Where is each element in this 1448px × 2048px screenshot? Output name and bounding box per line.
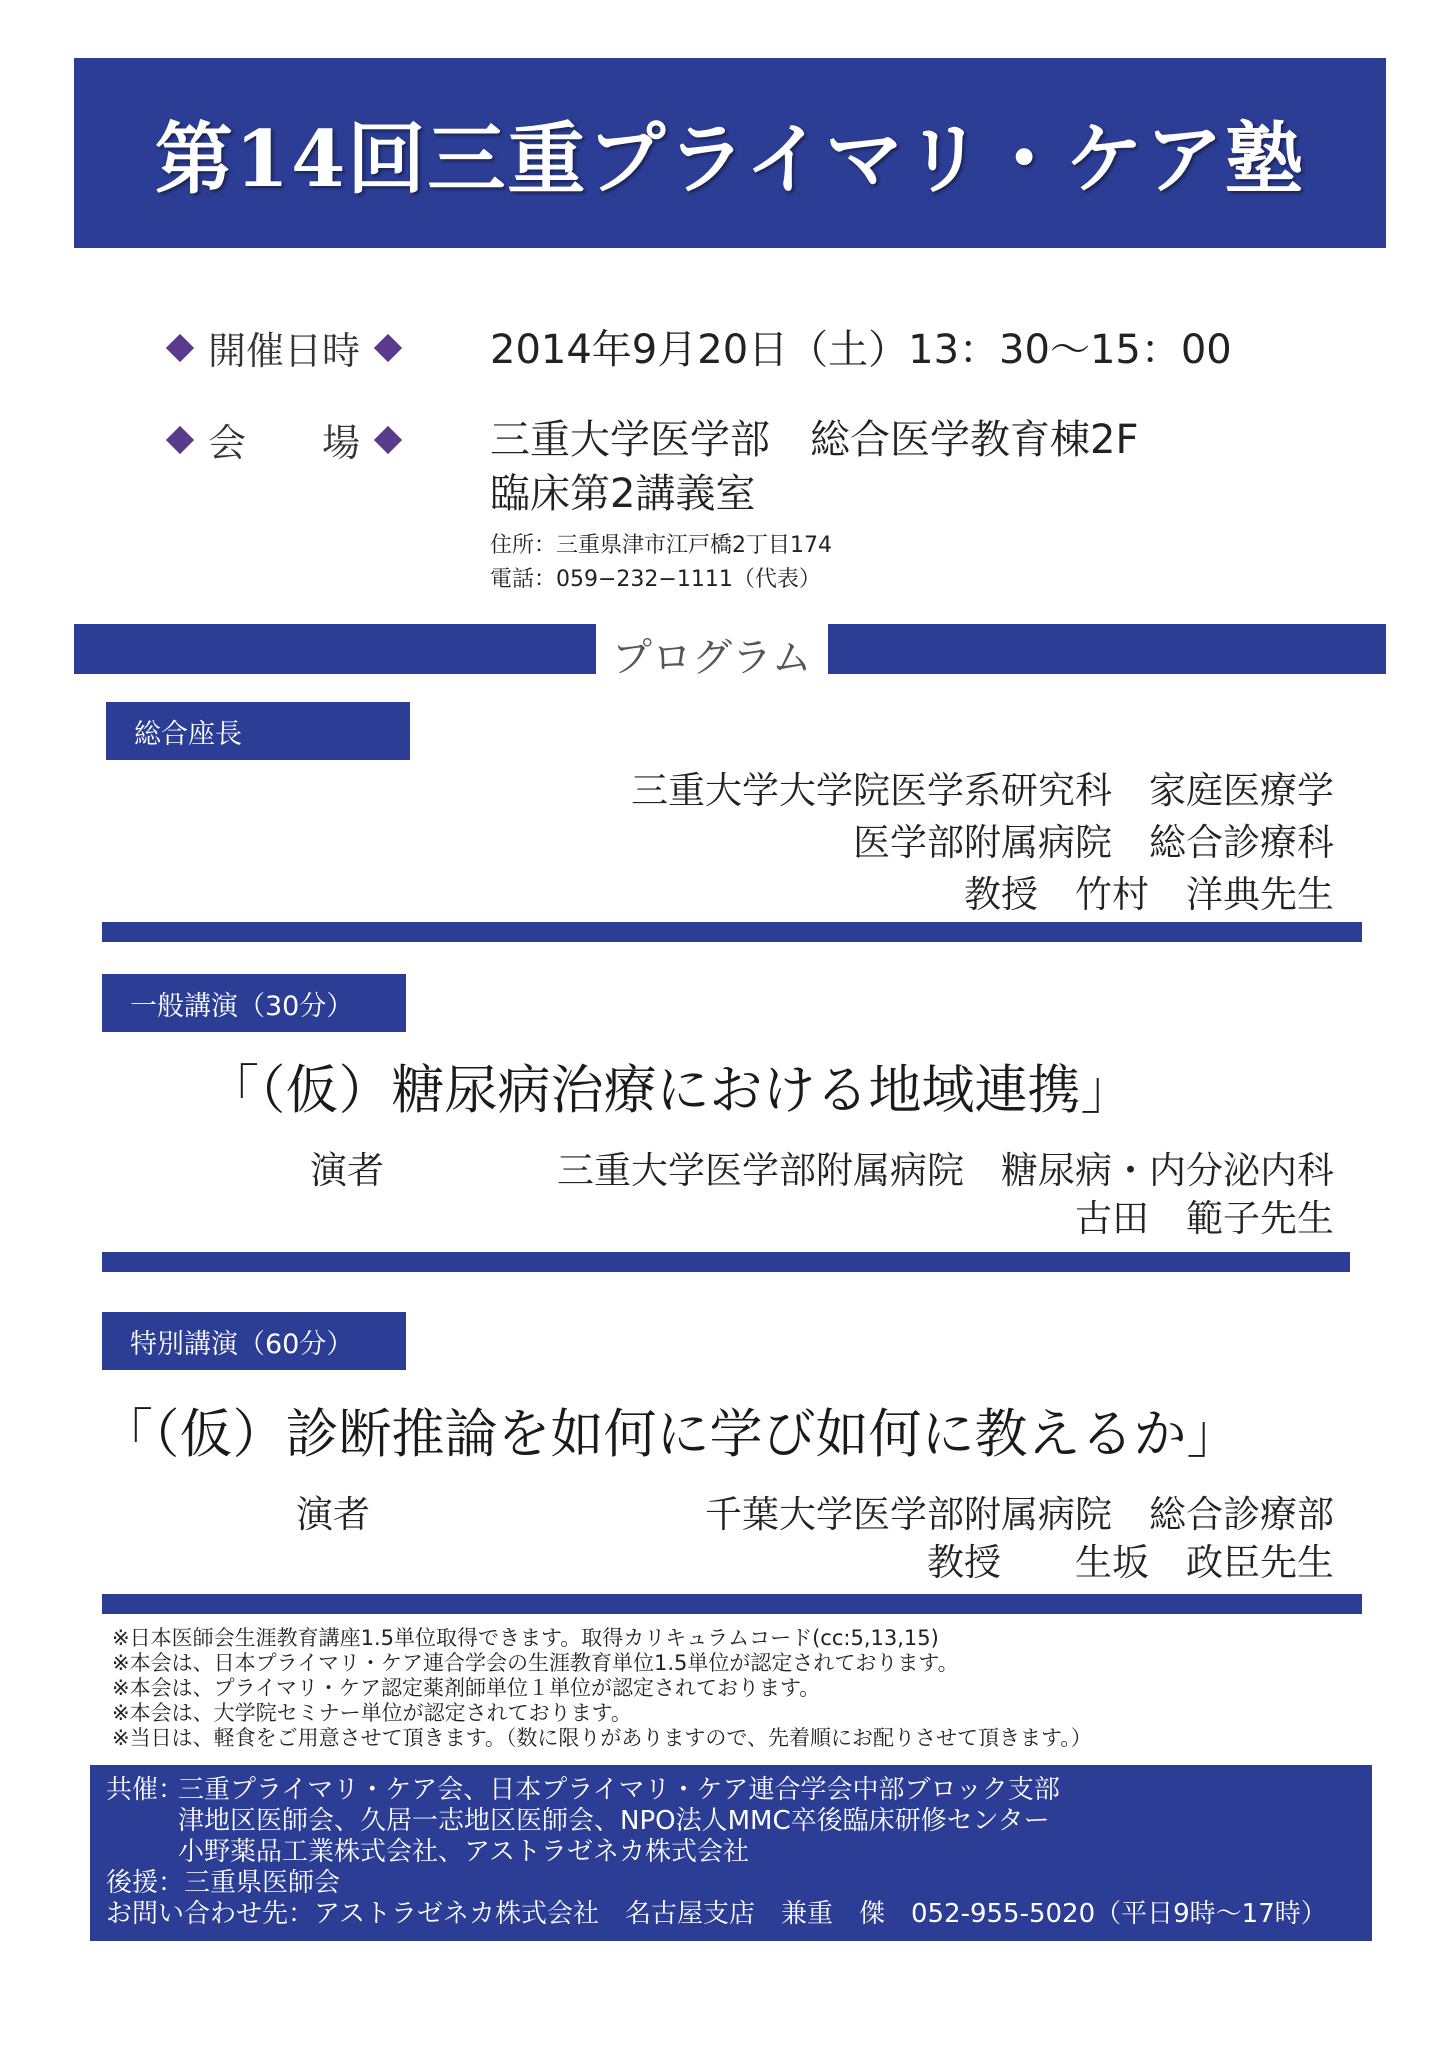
program-bar-left xyxy=(74,624,596,674)
contact-row xyxy=(106,1899,1356,1930)
notes-list xyxy=(112,1626,1092,1751)
venue-line2: 臨床第2講義室 xyxy=(490,471,756,517)
section-divider xyxy=(102,1594,1362,1614)
date-value: 2014年9月20日（土）13：30〜15：00 xyxy=(490,327,1232,373)
footer-spacer xyxy=(106,1837,178,1868)
venue-label: 会 場 xyxy=(208,421,361,465)
general-lecture-tab-label: 一般講演（30分） xyxy=(130,990,354,1022)
program-heading: プログラム xyxy=(612,635,812,681)
contact-text: お問い合わせ先：アストラゼネカ株式会社 名古屋支店 兼重 傑 052-955-5020（平日9時〜17時） xyxy=(106,1899,1327,1929)
date-label: 開催日時 xyxy=(208,329,361,373)
general-lecture-title: 「（仮）糖尿病治療における地域連携」 xyxy=(206,1060,1134,1121)
special-affiliation: 千葉大学医学部附属病院 総合診療部 xyxy=(705,1493,1334,1536)
note-item: ※当日は、軽食をご用意させて頂きます。（数に限りがありますので、先着順にお配りさせて頂きます。） xyxy=(112,1726,1092,1750)
special-lecture-tab xyxy=(102,1312,406,1370)
chair-tab xyxy=(106,702,410,760)
special-lecture-tab-label: 特別講演（60分） xyxy=(130,1328,354,1360)
program-bar-right xyxy=(828,624,1386,674)
general-lecture-tab xyxy=(102,974,406,1032)
title-banner xyxy=(74,58,1386,248)
diamond-icon xyxy=(374,333,402,361)
page-title: 第14回三重プライマリ・ケア塾 xyxy=(154,114,1306,205)
date-label-row xyxy=(152,320,416,375)
venue-line1: 三重大学医学部 総合医学教育棟2F xyxy=(490,417,1139,463)
special-speaker-label: 演者 xyxy=(296,1493,370,1536)
note-item: ※本会は、プライマリ・ケア認定薬剤師単位１単位が認定されております。 xyxy=(112,1676,821,1700)
cohost-row xyxy=(106,1775,1356,1806)
cohost-row-3 xyxy=(106,1837,1356,1868)
diamond-icon xyxy=(374,425,402,453)
cohost-line3: 小野薬品工業株式会社、アストラゼネカ株式会社 xyxy=(178,1837,749,1867)
cohost-row-2 xyxy=(106,1806,1356,1837)
chair-line1: 三重大学大学院医学系研究科 家庭医療学 xyxy=(631,769,1334,812)
general-affiliation: 三重大学医学部附属病院 糖尿病・内分泌内科 xyxy=(557,1149,1334,1192)
chair-line3: 教授 竹村 洋典先生 xyxy=(964,873,1334,916)
chair-line2: 医学部附属病院 総合診療科 xyxy=(853,821,1334,864)
diamond-icon xyxy=(166,333,194,361)
support-text: 後援：三重県医師会 xyxy=(106,1868,341,1898)
general-speaker: 古田 範子先生 xyxy=(1075,1197,1334,1240)
cohost-line2: 津地区医師会、久居一志地区医師会、NPO法人MMC卒後臨床研修センター xyxy=(178,1806,1050,1836)
section-divider xyxy=(102,922,1362,942)
note-item: ※本会は、大学院セミナー単位が認定されております。 xyxy=(112,1701,632,1725)
support-row xyxy=(106,1868,1356,1899)
special-speaker: 教授 生坂 政臣先生 xyxy=(927,1541,1334,1584)
general-speaker-label: 演者 xyxy=(310,1149,384,1192)
footer-spacer xyxy=(106,1806,178,1837)
section-divider xyxy=(102,1252,1350,1272)
chair-tab-label: 総合座長 xyxy=(134,718,242,750)
venue-address: 住所：三重県津市江戸橋2丁目174 xyxy=(490,533,832,558)
diamond-icon xyxy=(166,425,194,453)
footer-box xyxy=(90,1765,1372,1941)
venue-label-row xyxy=(152,412,416,467)
note-item: ※日本医師会生涯教育講座1.5単位取得できます。取得カリキュラムコード(cc:5,13,15) xyxy=(112,1626,939,1650)
special-lecture-title: 「（仮）診断推論を如何に学び如何に教えるか」 xyxy=(100,1404,1240,1465)
note-item: ※本会は、日本プライマリ・ケア連合学会の生涯教育単位1.5単位が認定されております。 xyxy=(112,1651,959,1675)
cohost-line1: 三重プライマリ・ケア会、日本プライマリ・ケア連合学会中部ブロック支部 xyxy=(178,1775,1060,1805)
venue-phone: 電話：059−232−1111（代表） xyxy=(490,567,821,592)
cohost-label: 共催： xyxy=(106,1775,185,1805)
